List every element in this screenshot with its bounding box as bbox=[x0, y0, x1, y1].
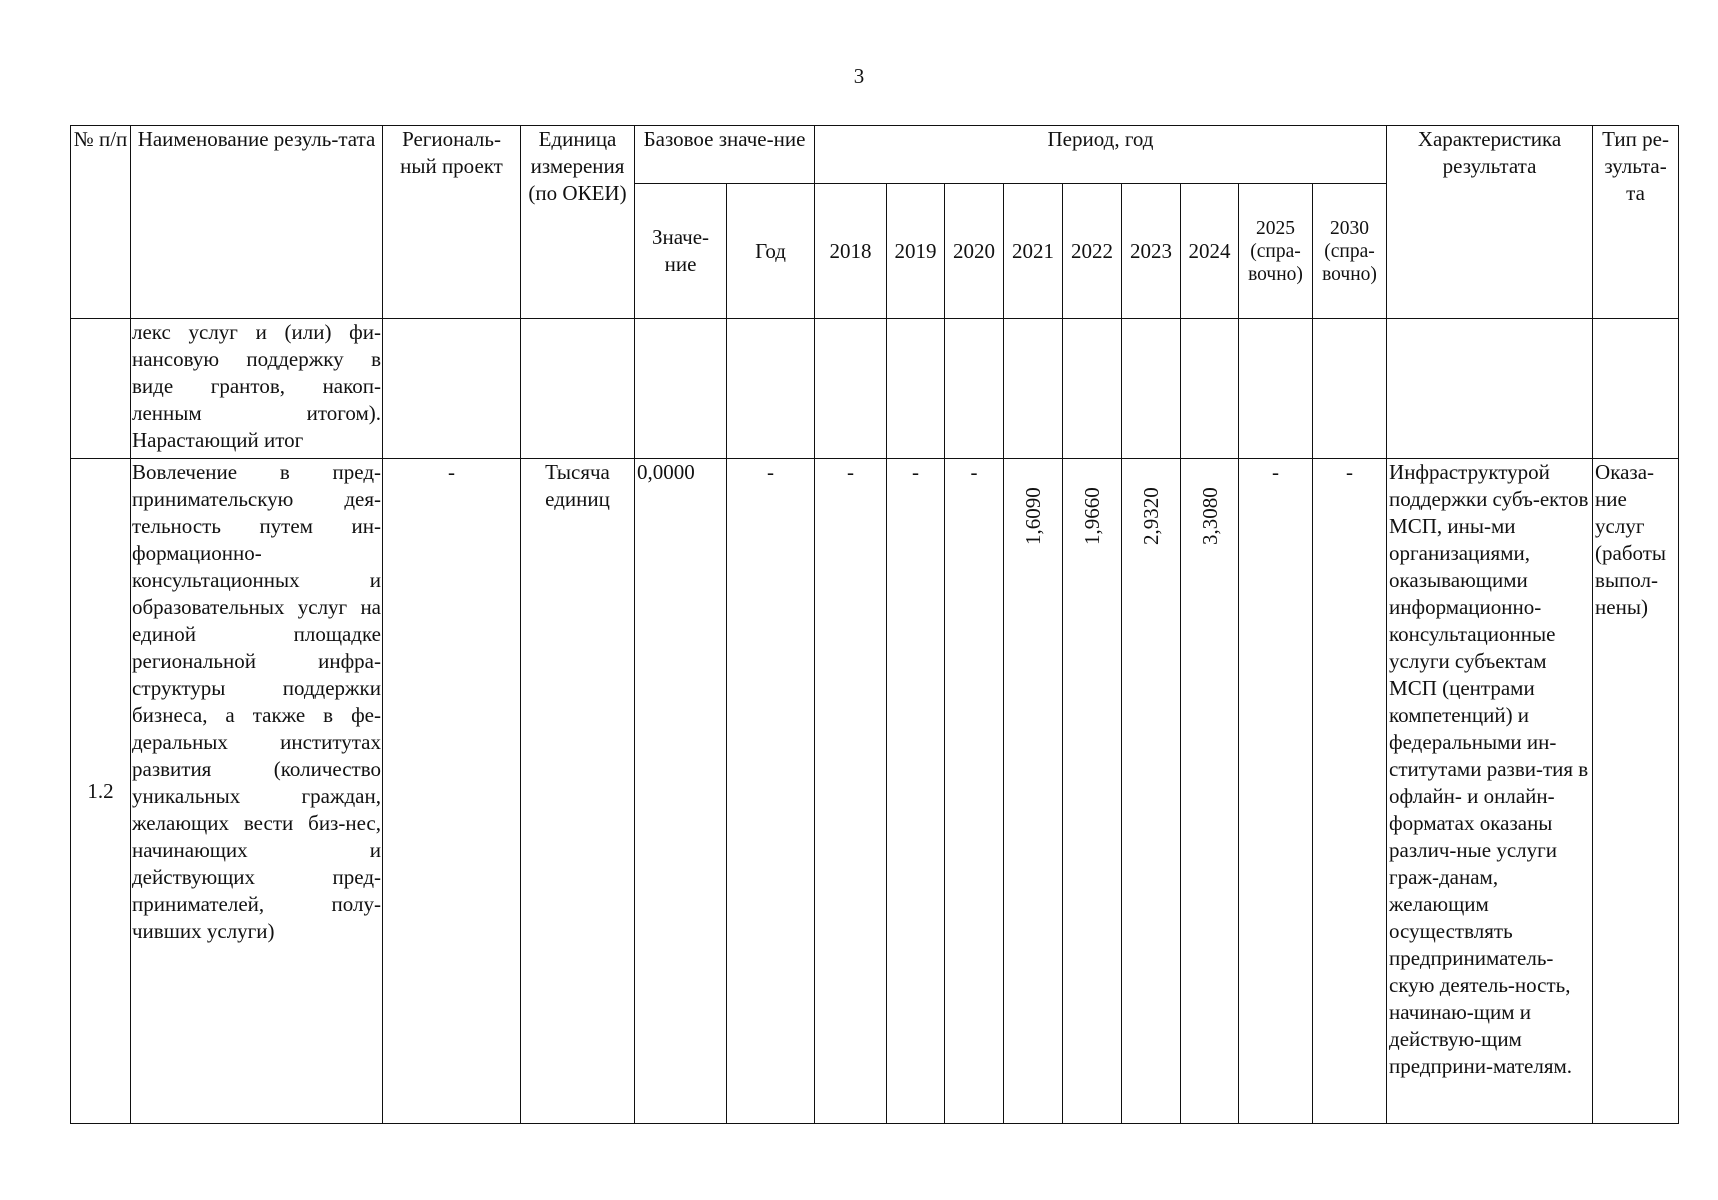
cell-base-year: - bbox=[727, 459, 815, 1124]
value-2023: 2,9320 bbox=[1139, 487, 1163, 545]
header-row-1 bbox=[71, 126, 1679, 184]
cell-2025: - bbox=[1239, 459, 1313, 1124]
cell-2023 bbox=[1122, 459, 1181, 1124]
cell-project: - bbox=[383, 459, 521, 1124]
cell-2018: - bbox=[815, 459, 887, 1124]
cell-name: лекс услуг и (или) фи-нансовую поддержку в виде грантов, накоп-ленным итогом). Нарастающий итог bbox=[131, 319, 383, 459]
cell-characteristic: Инфраструктурой поддержки субъ-ектов МСП, ины-ми организациями, оказывающими информационно-консультационные услуги субъектам МСП (центрами компетенций) и федеральными ин-ститутами разви-тия в офлайн- и онлайн-форматах оказаны различ-ные услуги граж-данам, желающим осуществлять предприниматель-скую деятель-ность, начинаю-щим и действую-щим предприни-мателям. bbox=[1387, 459, 1593, 1124]
col-header-2018: 2018 bbox=[815, 184, 887, 319]
value-2024: 3,3080 bbox=[1197, 487, 1222, 545]
col-header-num: № п/п bbox=[71, 126, 131, 319]
cell-name: Вовлечение в пред-принимательскую дея-тельность путем ин-формационно-консультационных и образовательных услуг на единой площадке региональной инфра-структуры поддержки бизнеса, а также в фе-деральных институтах развития (количество уникальных граждан, желающих вести биз-нес, начинающих и действующих пред-принимателей, полу-чивших услуги) bbox=[131, 459, 383, 1124]
col-header-base-group: Базовое значе-ние bbox=[635, 126, 815, 184]
cell-2024 bbox=[1181, 459, 1239, 1124]
col-header-name: Наименование резуль-тата bbox=[131, 126, 383, 319]
col-header-2030: 2030 (спра-вочно) bbox=[1313, 184, 1387, 319]
cell-base-value: 0,0000 bbox=[635, 459, 727, 1124]
col-header-base-year: Год bbox=[727, 184, 815, 319]
cell-2021 bbox=[1004, 459, 1063, 1124]
cell-num bbox=[71, 319, 131, 459]
cell-2020: - bbox=[945, 459, 1004, 1124]
cell-2022 bbox=[1063, 459, 1122, 1124]
cell-unit: Тысяча единиц bbox=[521, 459, 635, 1124]
col-header-2020: 2020 bbox=[945, 184, 1004, 319]
col-header-2024: 2024 bbox=[1181, 184, 1239, 319]
cell-2019: - bbox=[887, 459, 945, 1124]
col-header-2022: 2022 bbox=[1063, 184, 1122, 319]
col-header-2025: 2025 (спра-вочно) bbox=[1239, 184, 1313, 319]
results-table bbox=[70, 125, 1679, 1124]
col-header-characteristic: Характеристика результата bbox=[1387, 126, 1593, 319]
col-header-2023: 2023 bbox=[1122, 184, 1181, 319]
cell-num: 1.2 bbox=[71, 459, 131, 1124]
cell-type: Оказа-ние услуг (работы выпол-нены) bbox=[1593, 459, 1679, 1124]
col-header-unit: Единица измерения (по ОКЕИ) bbox=[521, 126, 635, 319]
value-2021: 1,6090 bbox=[1021, 487, 1045, 545]
table-row-1-2 bbox=[71, 459, 1679, 1124]
col-header-type: Тип ре-зульта-та bbox=[1593, 126, 1679, 319]
value-2022: 1,9660 bbox=[1080, 487, 1104, 545]
col-header-2021: 2021 bbox=[1004, 184, 1063, 319]
col-header-2019: 2019 bbox=[887, 184, 945, 319]
page-number: 3 bbox=[853, 64, 865, 88]
col-header-base-value: Значе-ние bbox=[635, 184, 727, 319]
table-row-continued bbox=[71, 319, 1679, 459]
col-header-project: Региональ-ный проект bbox=[383, 126, 521, 319]
col-header-period-group: Период, год bbox=[815, 126, 1387, 184]
cell-2030: - bbox=[1313, 459, 1387, 1124]
